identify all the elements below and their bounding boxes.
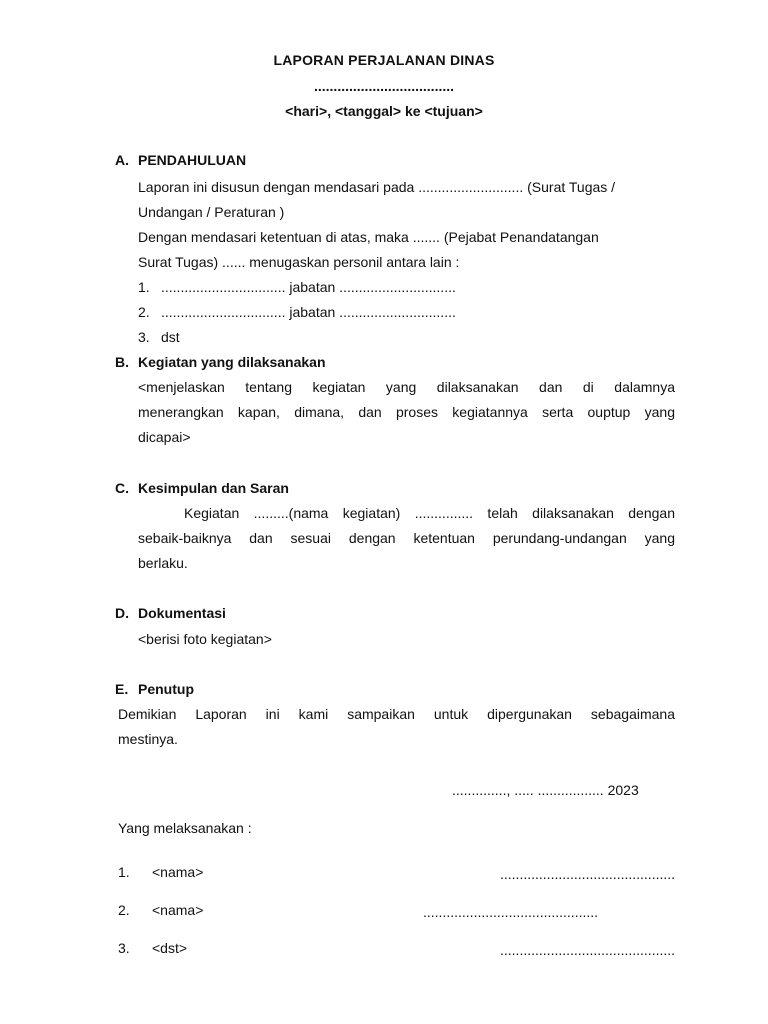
section-a-p2-line1: Dengan mendasari ketentuan di atas, maka ....... (Pejabat Penandatangan bbox=[138, 229, 599, 245]
section-d-letter: D. bbox=[115, 605, 129, 621]
section-a-title: PENDAHULUAN bbox=[138, 152, 247, 168]
section-c-paragraph bbox=[138, 501, 675, 576]
section-c-line1: Kegiatan .........(nama kegiatan) ............... telah dilaksanakan dengan bbox=[184, 505, 675, 521]
list-item-number: 2. bbox=[138, 304, 150, 320]
section-e-letter: E. bbox=[115, 681, 129, 697]
signer-name: <dst> bbox=[152, 940, 188, 956]
section-d-line1: <berisi foto kegiatan> bbox=[138, 631, 272, 647]
signature-line: ............................................. bbox=[500, 866, 676, 882]
executor-label: Yang melaksanakan : bbox=[118, 820, 252, 836]
signer-name: <nama> bbox=[152, 902, 204, 918]
section-a-heading bbox=[115, 152, 246, 168]
section-e-title: Penutup bbox=[138, 681, 194, 697]
date-line: .............., ..... ................. 2023 bbox=[452, 782, 639, 798]
list-item bbox=[138, 329, 180, 345]
list-item-text: dst bbox=[161, 329, 180, 345]
signer-name: <nama> bbox=[152, 864, 204, 880]
section-b-title: Kegiatan yang dilaksanakan bbox=[138, 354, 326, 370]
signature-line: ............................................. bbox=[423, 904, 599, 920]
section-e-line2: mestinya. bbox=[118, 731, 178, 747]
signer-number: 1. bbox=[118, 864, 130, 880]
section-e-heading bbox=[115, 681, 194, 697]
list-item-text: ................................ jabatan .............................. bbox=[161, 304, 456, 320]
section-b-paragraph bbox=[138, 375, 675, 450]
section-a-paragraph-1 bbox=[138, 175, 675, 225]
title-dots: .................................... bbox=[313, 78, 455, 94]
section-b-line1: <menjelaskan tentang kegiatan yang dilaksanakan dan di dalamnya bbox=[138, 379, 675, 395]
section-c-line3: berlaku. bbox=[138, 555, 188, 571]
section-d-title: Dokumentasi bbox=[138, 605, 226, 621]
section-b-line3: dicapai> bbox=[138, 429, 191, 445]
list-item-text: ................................ jabatan .............................. bbox=[161, 279, 456, 295]
signer-number: 2. bbox=[118, 902, 130, 918]
section-a-letter: A. bbox=[115, 152, 129, 168]
section-a-p1-line1: Laporan ini disusun dengan mendasari pada ........................... (Surat Tugas / bbox=[138, 179, 616, 195]
section-a-p2-line2: Surat Tugas) ...... menugaskan personil antara lain : bbox=[138, 254, 460, 270]
section-a-paragraph-2 bbox=[138, 225, 675, 275]
signature-line: ............................................. bbox=[500, 942, 676, 958]
list-item bbox=[138, 304, 456, 320]
section-c-line2: sebaik-baiknya dan sesuai dengan ketentuan perundang-undangan yang bbox=[138, 530, 675, 546]
section-b-letter: B. bbox=[115, 354, 129, 370]
section-e-paragraph bbox=[118, 702, 675, 752]
list-item-number: 3. bbox=[138, 329, 150, 345]
section-d-heading bbox=[115, 605, 226, 621]
section-c-title: Kesimpulan dan Saran bbox=[138, 480, 289, 496]
list-item-number: 1. bbox=[138, 279, 150, 295]
document-subtitle: <hari>, <tanggal> ke <tujuan> bbox=[285, 103, 483, 119]
section-b-line2: menerangkan kapan, dimana, dan proses kegiatannya serta ouptup yang bbox=[138, 404, 675, 420]
section-e-line1: Demikian Laporan ini kami sampaikan untuk dipergunakan sebagaimana bbox=[118, 706, 675, 722]
document-title: LAPORAN PERJALANAN DINAS bbox=[273, 52, 495, 68]
section-c-letter: C. bbox=[115, 480, 129, 496]
section-a-p1-line2: Undangan / Peraturan ) bbox=[138, 204, 285, 220]
section-b-heading bbox=[115, 354, 326, 370]
signer-number: 3. bbox=[118, 940, 130, 956]
section-c-heading bbox=[115, 480, 289, 496]
section-d-paragraph bbox=[138, 627, 675, 652]
list-item bbox=[138, 279, 456, 295]
section-c-first-line bbox=[138, 501, 675, 526]
